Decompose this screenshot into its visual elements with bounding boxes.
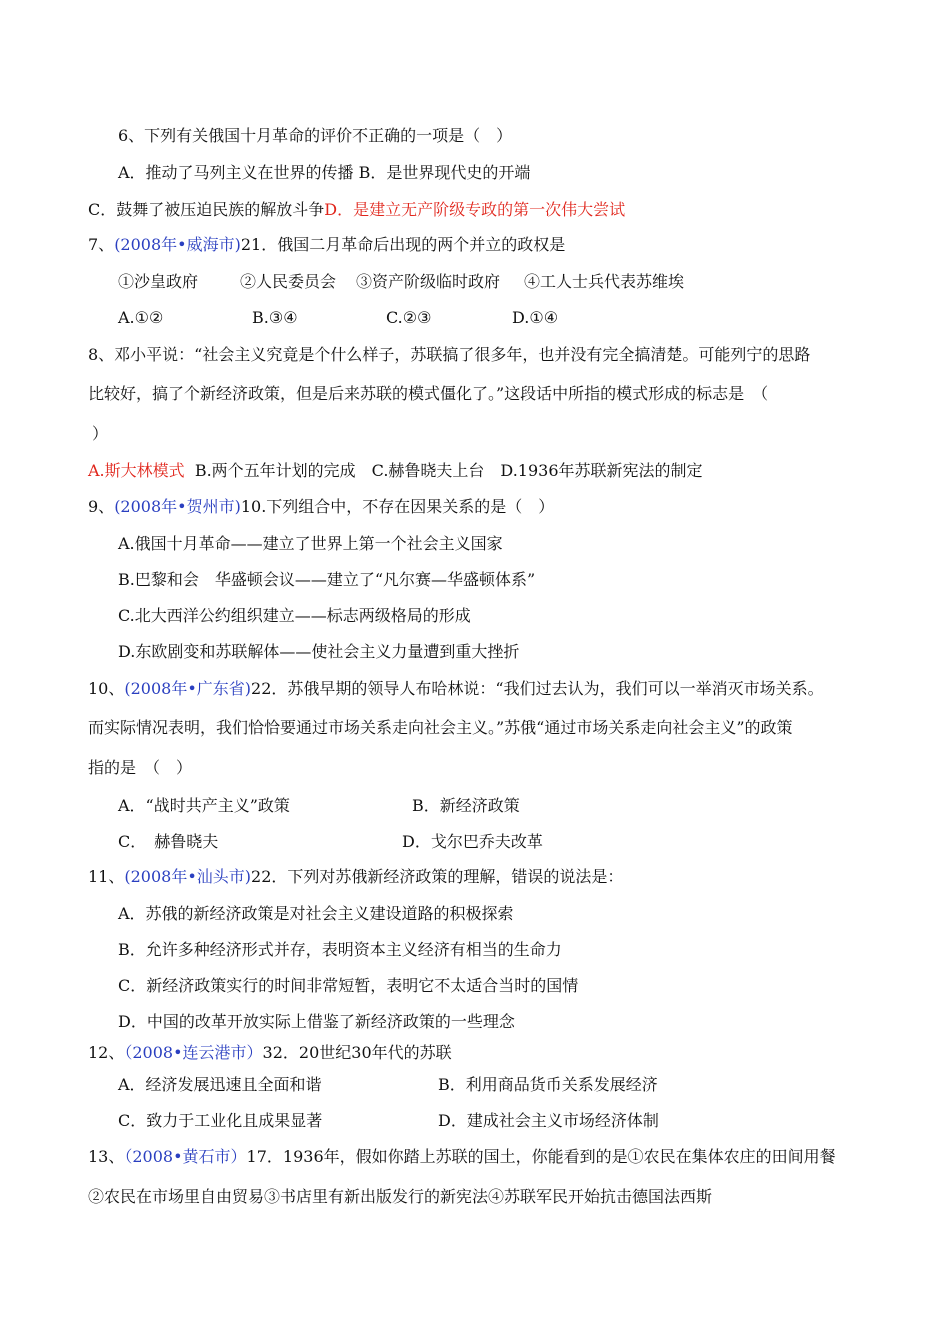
q13-stem: 17．1936年，假如你踏上苏联的国土，你能看到的是①农民在集体农庄的田间用餐: [246, 1147, 836, 1166]
q11-option-b: B．允许多种经济形式并存，表明资本主义经济有相当的生命力: [118, 940, 562, 959]
q12-source: （2008•连云港市）: [124, 1043, 263, 1062]
q10-stem: 22．苏俄早期的领导人布哈林说：“我们过去认为，我们可以一举消灭市场关系。: [251, 679, 824, 698]
q11-option-c: C．新经济政策实行的时间非常短暂，表明它不太适合当时的国情: [118, 976, 579, 995]
q9-source: (2008年•贺州市): [114, 497, 241, 516]
q7-item-2: ②人民委员会: [240, 272, 337, 291]
q8-option-a: A.斯大林模式: [88, 461, 185, 480]
q7-number: 7、: [88, 235, 115, 254]
q12-stem-line: [88, 1043, 452, 1063]
q6-options-ab: A．推动了马列主义在世界的传播 B．是世界现代史的开端: [118, 163, 531, 182]
q12-option-d: D．建成社会主义市场经济体制: [438, 1111, 659, 1130]
q13-number: 13、: [88, 1147, 125, 1166]
q7-option-c: C.②③: [386, 308, 432, 327]
q7-stem: 21．俄国二月革命后出现的两个并立的政权是: [240, 235, 566, 254]
q8-options-bcd: B.两个五年计划的完成 C.赫鲁晓夫上台 D.1936年苏联新宪法的制定: [194, 461, 703, 480]
q7-option-b: B.③④: [252, 308, 298, 327]
q9-stem: 10.下列组合中，不存在因果关系的是（ ）: [240, 497, 555, 516]
q11-number: 11、: [88, 867, 125, 886]
q6-option-d: D．是建立无产阶级专政的第一次伟大尝试: [324, 200, 626, 219]
q13-source: （2008•黄石市）: [124, 1147, 247, 1166]
q6-stem: 6、下列有关俄国十月革命的评价不正确的一项是（ ）: [118, 126, 513, 145]
q7-option-a: A.①②: [118, 308, 164, 327]
q12-option-b: B．利用商品货币关系发展经济: [438, 1075, 658, 1094]
q13-stem-line: [88, 1147, 836, 1167]
q8-options: [88, 461, 703, 481]
q9-number: 9、: [88, 497, 115, 516]
q7-stem-line: [88, 235, 565, 255]
q10-source: (2008年•广东省): [124, 679, 252, 698]
q9-option-a: A.俄国十月革命——建立了世界上第一个社会主义国家: [118, 534, 503, 553]
q7-option-d: D.①④: [512, 308, 559, 327]
q11-source: (2008年•汕头市): [124, 867, 252, 886]
q6-option-c-d: [88, 200, 625, 220]
q9-option-c: C.北大西洋公约组织建立——标志两级格局的形成: [118, 606, 471, 625]
q13-line-2: ②农民在市场里自由贸易③书店里有新出版发行的新宪法④苏联军民开始抗击德国法西斯: [88, 1187, 713, 1206]
q10-option-d: D．戈尔巴乔夫改革: [402, 832, 543, 851]
q10-line-3: 指的是 （ ）: [88, 758, 193, 777]
q8-line-3: ）: [92, 424, 109, 443]
q9-stem-line: [88, 497, 554, 517]
q7-item-3: ③资产阶级临时政府: [356, 272, 501, 291]
q11-option-d: D．中国的改革开放实际上借鉴了新经济政策的一些理念: [118, 1012, 515, 1031]
q12-option-c: C．致力于工业化且成果显著: [118, 1111, 323, 1130]
q10-number: 10、: [88, 679, 125, 698]
q12-number: 12、: [88, 1043, 125, 1062]
q10-option-a: A．“战时共产主义”政策: [118, 796, 290, 815]
q7-item-4: ④工人士兵代表苏维埃: [524, 272, 685, 291]
q6-option-c: C．鼓舞了被压迫民族的解放斗争: [88, 200, 325, 219]
q9-option-b: B.巴黎和会 华盛顿会议——建立了“凡尔赛—华盛顿体系”: [118, 570, 536, 589]
q11-stem-line: [88, 867, 623, 887]
q10-stem-line: [88, 679, 824, 699]
q8-line-1: 8、邓小平说：“社会主义究竟是个什么样子，苏联搞了很多年，也并没有完全搞清楚。可能列宁的思路: [88, 345, 811, 364]
q10-line-2: 而实际情况表明，我们恰恰要通过市场关系走向社会主义。”苏俄“通过市场关系走向社会主义”的政策: [88, 718, 793, 737]
q8-line-2: 比较好，搞了个新经济政策，但是后来苏联的模式僵化了。”这段话中所指的模式形成的标志是 （: [88, 384, 769, 403]
q9-option-d: D.东欧剧变和苏联解体——使社会主义力量遭到重大挫折: [118, 642, 520, 661]
q7-item-1: ①沙皇政府: [118, 272, 199, 291]
q12-stem: 32．20世纪30年代的苏联: [262, 1043, 452, 1062]
q10-option-b: B．新经济政策: [412, 796, 520, 815]
q12-option-a: A．经济发展迅速且全面和谐: [118, 1075, 322, 1094]
q11-option-a: A．苏俄的新经济政策是对社会主义建设道路的积极探索: [118, 904, 514, 923]
q11-stem: 22．下列对苏俄新经济政策的理解，错误的说法是：: [251, 867, 624, 886]
q7-source: (2008年•威海市): [114, 235, 241, 254]
q10-option-c: C． 赫鲁晓夫: [118, 832, 219, 851]
